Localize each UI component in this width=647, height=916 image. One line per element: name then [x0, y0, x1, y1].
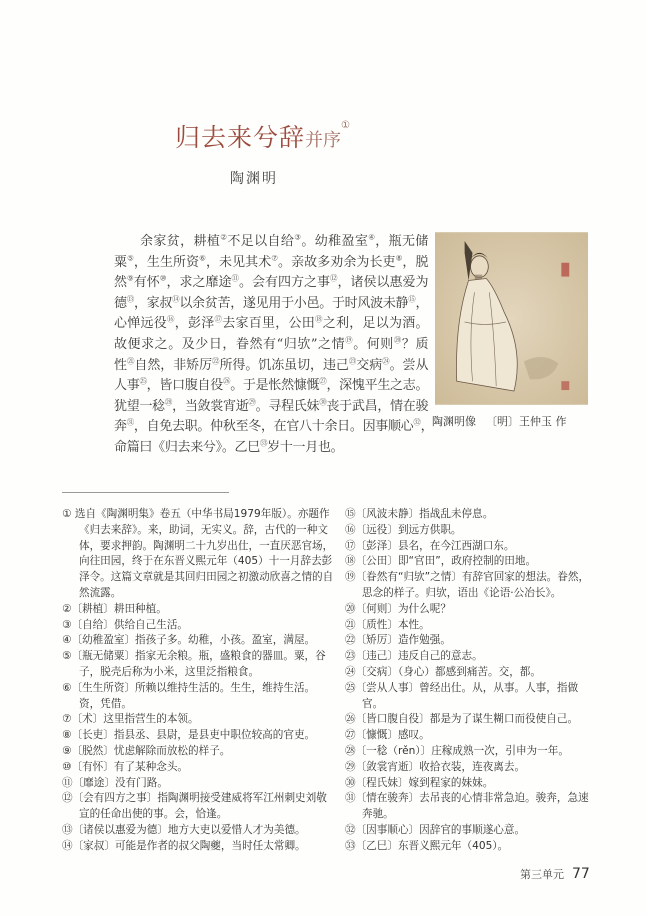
footnote: ㉚〔程氏妹〕嫁到程家的妹妹。	[345, 776, 494, 789]
footnote: ㉜〔因事顺心〕因辞官的事顺遂心意。	[345, 823, 526, 836]
page-number: 77	[572, 866, 590, 882]
note-marker: ⑫	[329, 273, 338, 283]
footnote: ㉔〔交病〕（身心）都感到痛苦。交，都。	[345, 665, 541, 678]
caption-title: 陶渊明像	[432, 415, 476, 428]
footnote: ⑦〔术〕这里指营生的本领。	[62, 713, 199, 726]
footnote: ㉕〔尝从人事〕曾经出仕。从，从事。人事，指做官。	[345, 681, 579, 710]
preface-line: 心惮远役⑯，彭泽⑰去家百里，公田⑱之利，足以为酒。	[114, 315, 429, 332]
preface-line: 奔$^㉛$，自免去职。仲秋至冬，在官八十余日。因事顺心$^㉜$，	[114, 418, 434, 435]
footnotes-left	[62, 507, 336, 855]
note-marker: ⑩	[159, 273, 167, 283]
note-marker: ⑦	[271, 253, 279, 263]
portrait-image	[435, 232, 588, 405]
note-marker: ㉒	[212, 356, 220, 366]
title-sub: 并序	[305, 130, 342, 151]
footnote: ⑫〔会有四方之事〕指陶渊明接受建威将军江州刺史刘敬宣的任命出使的事。会，恰逢。	[62, 792, 327, 821]
footnote: ⑥〔生生所资〕所赖以维持生活的。生生，维持生活。资，凭借。	[62, 681, 316, 710]
footnote: ④〔幼稚盈室〕指孩子多。幼稚，小孩。盈室，满屋。	[62, 634, 316, 647]
note-marker: ⑮	[408, 294, 416, 304]
footnote: ⑤〔瓶无储粟〕指家无余粮。瓶，盛粮食的器皿。粟，谷子，脱壳后称为小米，这里泛指粮食。	[62, 650, 326, 678]
note-marker: ㉛	[126, 418, 134, 428]
footnote: ㉗〔慷慨〕感叹。	[345, 729, 430, 742]
note-marker: ⑧	[395, 253, 403, 263]
note-marker: ⑨	[127, 273, 134, 283]
footnote: ⑪〔靡途〕没有门路。	[62, 776, 168, 789]
note-marker: ⑥	[199, 253, 206, 263]
preface-line: 性$^㉑$自然，非矫厉$^㉒$所得。饥冻虽切，违己$^㉓$交病$^㉔$。尝从	[114, 356, 429, 373]
footnote: ⑬〔诸侯以惠爱为德〕地方大吏以爱惜人才为美德。	[62, 823, 306, 836]
note-marker: ⑲	[345, 335, 354, 345]
preface-line: 犹望一稔$^㉘$，当敛裳宵逝$^㉙$。寻程氏妹$^㉚$丧于武昌，情在骏	[114, 397, 429, 414]
page-title	[175, 118, 351, 154]
footnote: ㉒〔矫厉〕造作勉强。	[345, 634, 451, 647]
footnote: ③〔自给〕供给自己生活。	[62, 618, 189, 631]
unit-label: 第三单元	[520, 868, 564, 881]
footnote: ㉛〔情在骏奔〕去吊丧的心情非常急迫。骏奔，急速奔驰。	[345, 792, 589, 821]
note-marker: ㉝	[259, 438, 268, 448]
footnote: ⑩〔有怀〕有了某种念头。	[62, 760, 189, 773]
title-main: 归去来兮辞	[175, 123, 306, 152]
preface-line: 然⑨有怀⑩，求之靡途⑪。会有四方之事⑫，诸侯以惠爱为	[114, 273, 429, 291]
note-marker: ⑳	[393, 335, 402, 345]
note-marker: ④	[368, 232, 376, 242]
portrait-caption	[432, 413, 592, 429]
note-marker: ㉘	[164, 397, 173, 407]
footnote: ① 选自《陶渊明集》卷五（中华书局1979年版）。亦题作《归去来辞》。来，助词，无实义。辞，古代的一种文体，要求押韵。陶渊明二十九岁出仕，一直厌恶官场，向往田园，终于在东晋义熙元年（405）十一月辞去彭泽令。这篇文章就是其回归田园之初激动欣喜之情的自然流露。	[62, 508, 334, 599]
page-footer	[520, 866, 590, 882]
preface-line: 粟⑤，生生所资⑥，未见其术⑦。亲故多劝余为长吏⑧，脱	[114, 253, 429, 270]
preface-line: 德⑬，家叔⑭以余贫苦，遂见用于小邑。于时风波未静⑮，	[114, 294, 429, 311]
footnote: ㉓〔违己〕违反自己的意志。	[345, 650, 483, 663]
footnote: ⑨〔脱然〕忧虑解除而放松的样子。	[62, 744, 231, 757]
footnote: ㉘〔一稔（rěn）〕庄稼成熟一次，引申为一年。	[345, 744, 569, 757]
note-marker: ②	[220, 232, 228, 242]
note-marker: ⑬	[126, 294, 134, 304]
footnote: ⑭〔家叔〕可能是作者的叔父陶夔，当时任太常卿。	[62, 839, 306, 852]
note-marker: ㉙	[248, 397, 256, 407]
preface-text	[114, 232, 434, 459]
preface-line: 人事$^㉕$，皆口腹自役$^㉖$。于是怅然慷慨$^㉗$，深愧平生之志。	[114, 376, 429, 394]
author: 陶渊明	[230, 171, 278, 187]
note-marker: ⑪	[231, 273, 239, 283]
footnote: ⑮〔风波未静〕指战乱未停息。	[345, 508, 494, 520]
footnote: ㉖〔皆口腹自役〕都是为了谋生糊口而役使自己。	[345, 713, 579, 726]
footnotes-right	[345, 507, 597, 855]
note-marker: ③	[294, 232, 302, 242]
note-marker: ⑭	[172, 294, 180, 304]
footnote: ⑱〔公田〕即“官田”，政府控制的田地。	[345, 555, 537, 568]
preface-line: 故便求之。及少日，眷然有“归欤”之情⑲。何则⑳？质	[114, 335, 429, 352]
portrait-figure-icon	[435, 232, 588, 405]
footnote-divider	[62, 492, 229, 493]
note-marker: ⑤	[127, 253, 134, 263]
footnote: ㉑〔质性〕本性。	[345, 618, 430, 631]
footnote: ⑳〔何则〕为什么呢？	[345, 602, 451, 615]
note-marker: ㉜	[413, 418, 421, 428]
note-marker: ㉖	[222, 376, 231, 386]
title-note-mark: ①	[341, 120, 351, 131]
note-marker: ㉓	[348, 356, 357, 366]
note-marker: ㉔	[382, 356, 390, 366]
footnote: ⑲〔眷然有“归欤”之情〕有辞官回家的想法。眷然，思念的样子。归欤，语出《论语·公冶长》。	[345, 571, 590, 599]
note-marker: ㉑	[126, 356, 135, 366]
footnote: ⑰〔彭泽〕县名，在今江西湖口东。	[345, 539, 515, 552]
caption-credit: 〔明〕王仲玉 作	[486, 415, 567, 428]
note-marker: ㉚	[319, 397, 327, 407]
footnote: ㉝〔乙巳〕东晋义熙元年（405）。	[345, 839, 509, 852]
footnote: ⑧〔长吏〕指县丞、县尉，是县吏中职位较高的官吏。	[62, 729, 316, 742]
note-marker: ㉗	[319, 376, 327, 386]
footnote: ⑯〔远役〕到远方供职。	[345, 523, 462, 536]
footnote: ㉙〔敛裳宵逝〕收拾衣装，连夜离去。	[345, 760, 526, 773]
footnote: ②〔耕植〕耕田种植。	[62, 602, 167, 615]
note-marker: ⑯	[167, 315, 175, 325]
note-marker: ㉕	[139, 376, 147, 386]
note-marker: ⑰	[214, 315, 223, 325]
preface-line: 命篇曰《归去来兮》。乙巳$^㉝$岁十一月也。	[114, 438, 344, 455]
note-marker: ⑱	[315, 315, 323, 325]
preface-line: 余家贫，耕植②不足以自给③。幼稚盈室④，瓶无储	[140, 232, 429, 249]
